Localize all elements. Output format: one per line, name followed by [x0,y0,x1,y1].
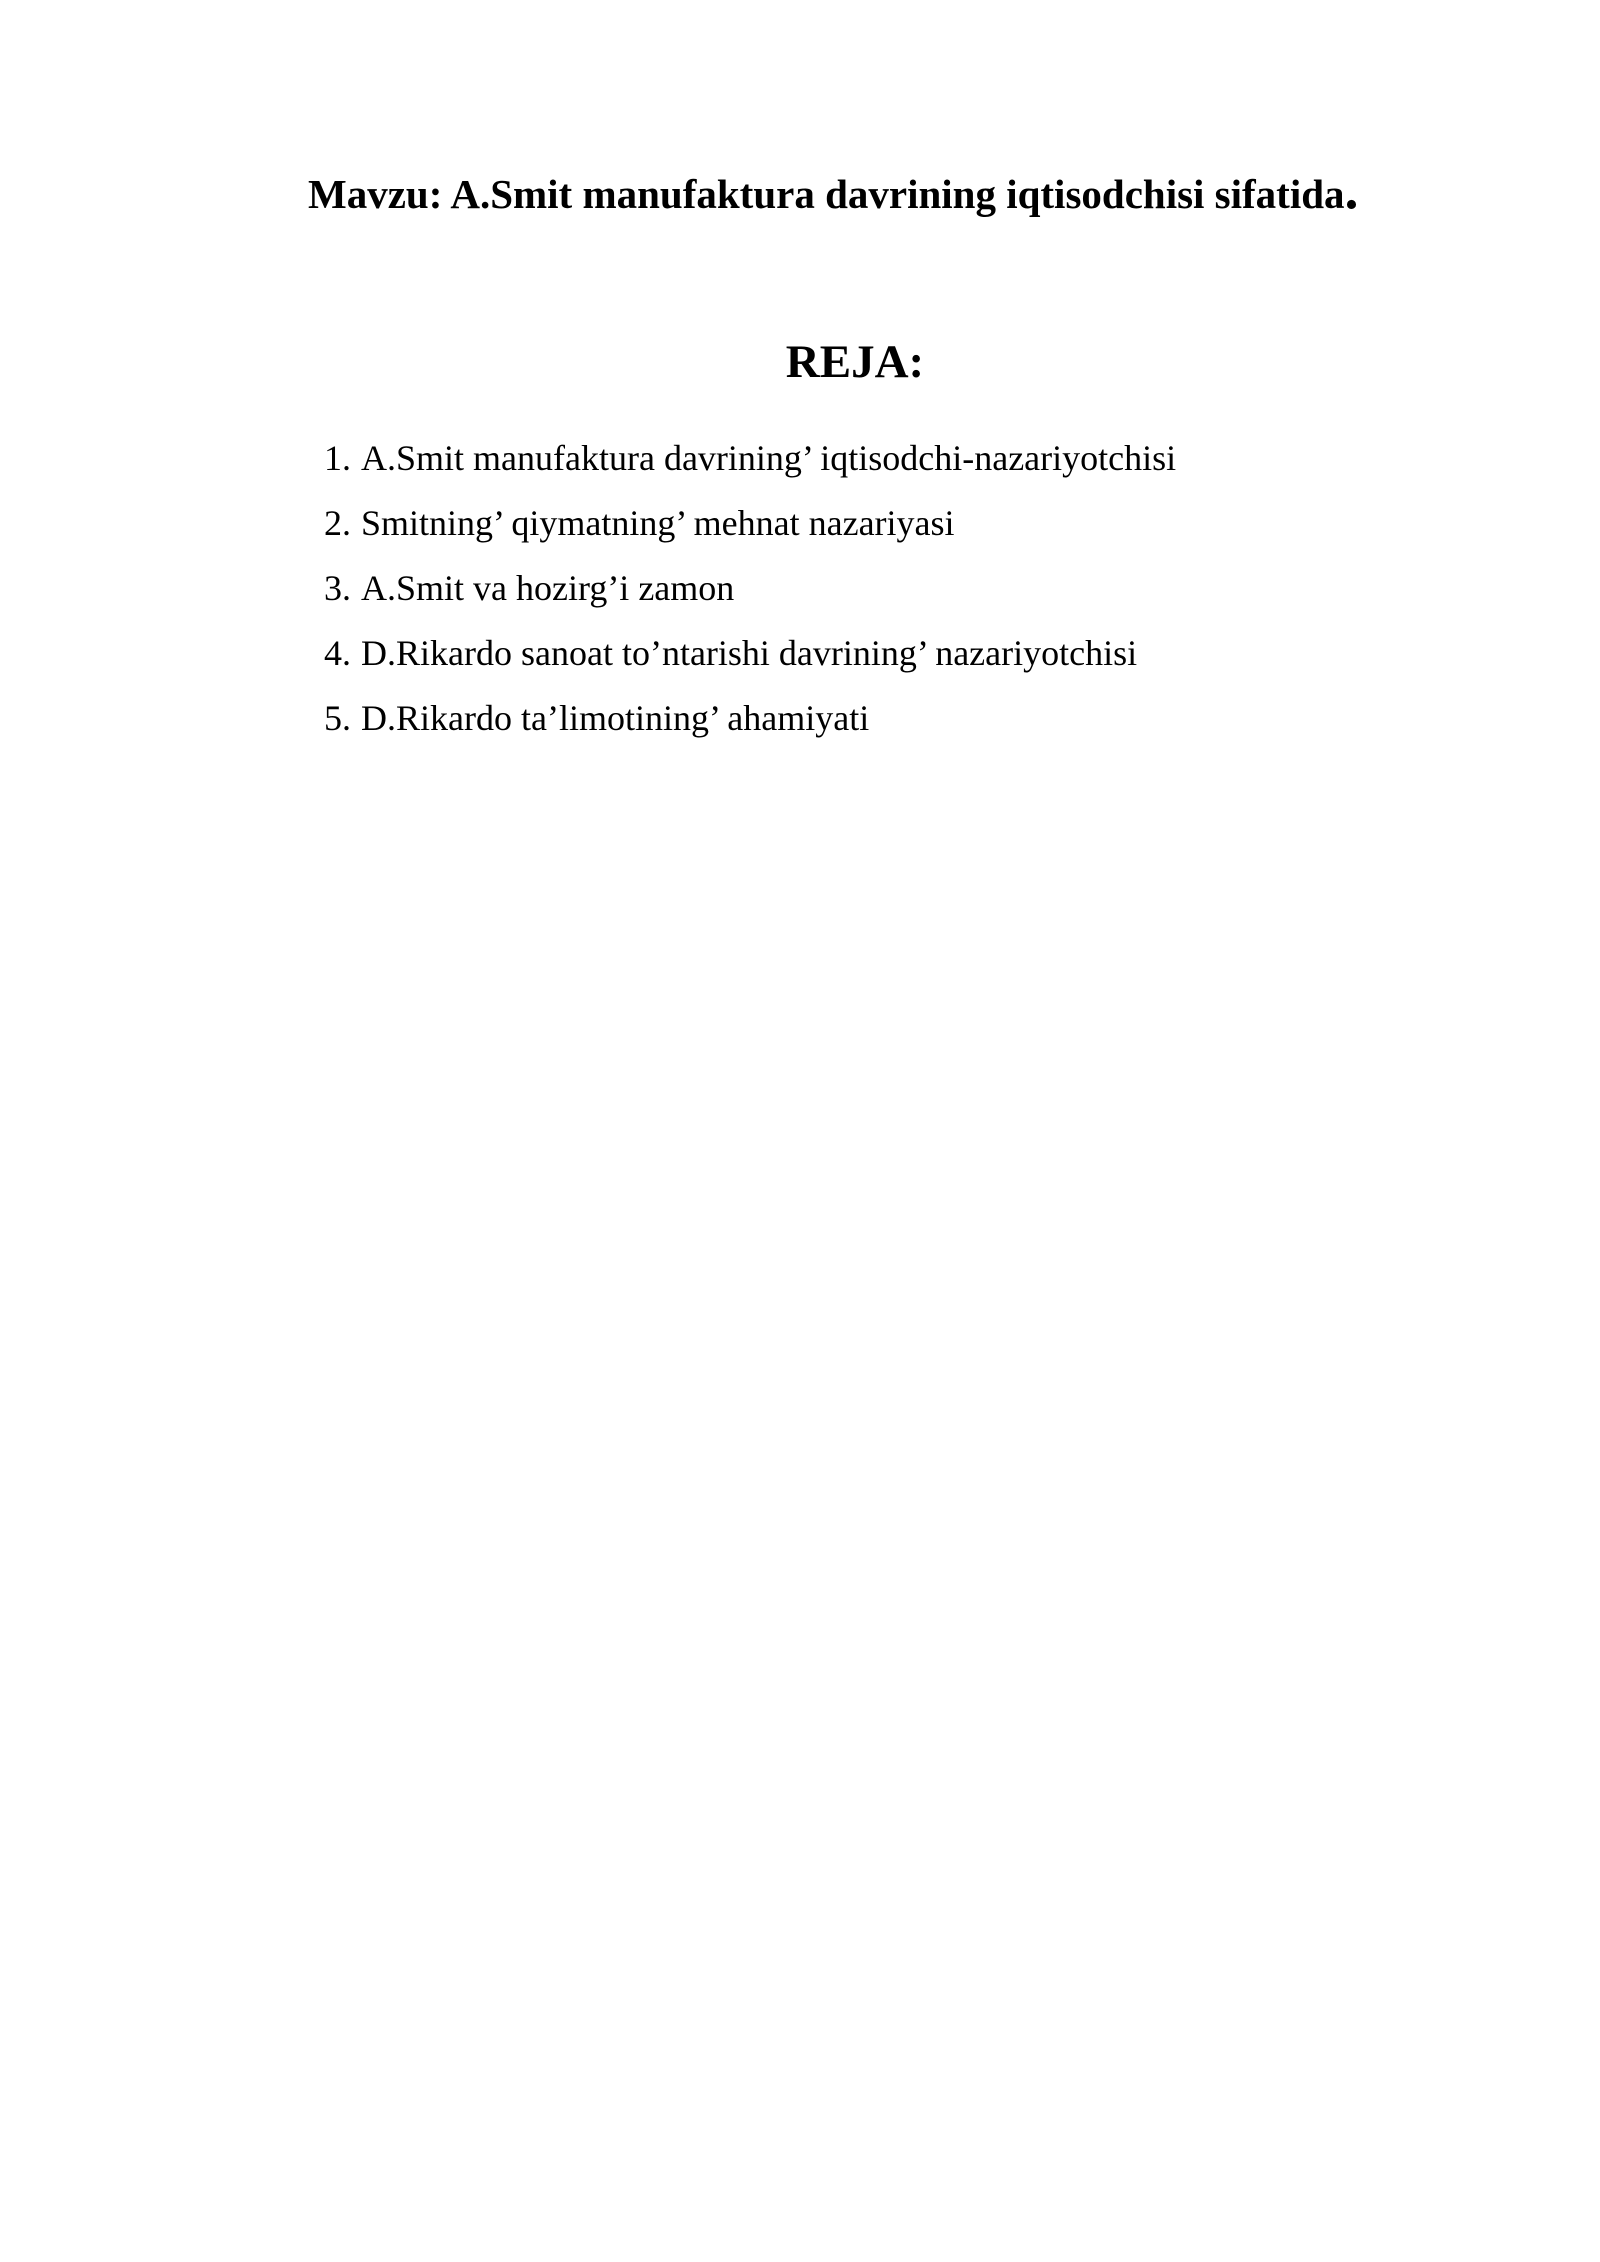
document-title-text: Mavzu: A.Smit manufaktura davrining iqtisodchisi sifatida [308,171,1345,217]
plan-item-number: 2. [324,503,351,543]
plan-item-text: Smitning’ qiymatning’ mehnat nazariyasi [361,503,955,543]
plan-item-text: A.Smit manufaktura davrining’ iqtisodchi-nazariyotchisi [361,438,1177,478]
plan-list [324,426,1176,751]
plan-item-number: 1. [324,438,351,478]
plan-item-number: 5. [324,698,351,738]
plan-item [324,686,1176,751]
plan-item-number: 3. [324,568,351,608]
plan-item-text: A.Smit va hozirg’i zamon [361,568,735,608]
plan-item-text: D.Rikardo sanoat to’ntarishi davrining’ nazariyotchisi [361,633,1138,673]
plan-item [324,621,1176,686]
document-title [308,159,1359,222]
document-title-period: . [1344,159,1359,221]
plan-item [324,556,1176,621]
plan-item-number: 4. [324,633,351,673]
plan-heading: REJA: [785,336,925,388]
plan-item [324,491,1176,556]
plan-item [324,426,1176,491]
plan-item-text: D.Rikardo ta’limotining’ ahamiyati [361,698,870,738]
